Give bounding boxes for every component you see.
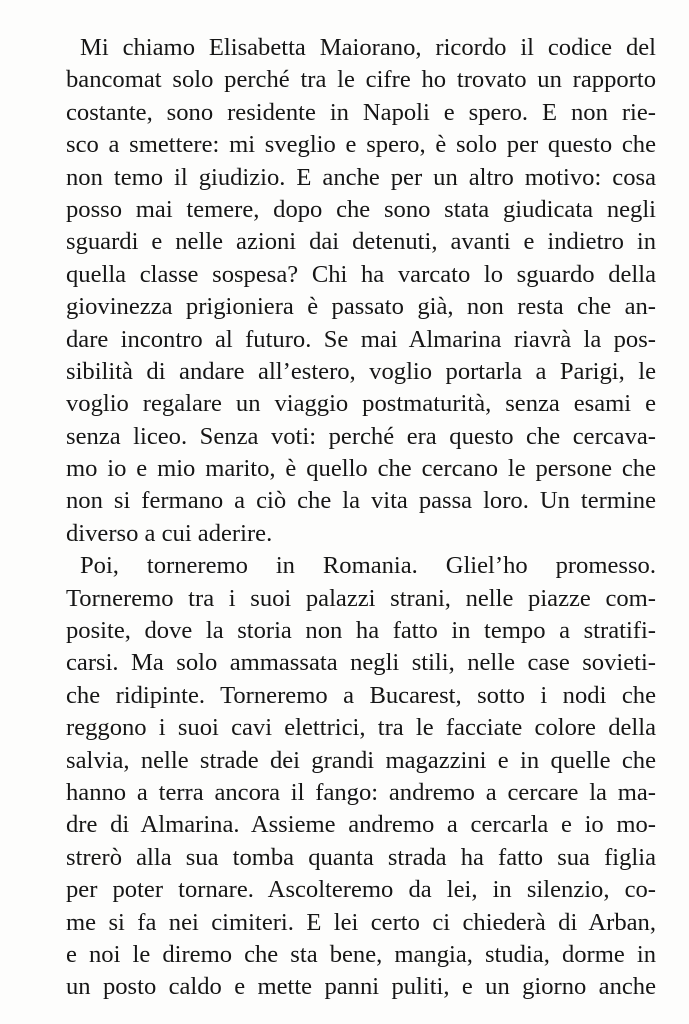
text-line: dre di Almarina. Assieme andremo a cercarla e io mo- — [66, 811, 656, 839]
text-line: reggono i suoi cavi elettrici, tra le facciate colore della — [66, 714, 656, 742]
text-line: hanno a terra ancora il fango: andremo a cercare la ma- — [66, 778, 656, 806]
text-line: diverso a cui aderire. — [66, 519, 273, 547]
text-line: salvia, nelle strade dei grandi magazzini e in quelle che — [66, 746, 656, 774]
text-line: me si fa nei cimiteri. E lei certo ci chiederà di Arban, — [66, 908, 656, 936]
paragraph-1 — [66, 32, 656, 550]
text-line: non temo il giudizio. E anche per un altro motivo: cosa — [66, 163, 656, 191]
text-line: quella classe sospesa? Chi ha varcato lo sguardo della — [66, 260, 656, 288]
text-line: giovinezza prigioniera è passato già, non resta che an- — [66, 293, 656, 321]
text-line: posso mai temere, dopo che sono stata giudicata negli — [66, 195, 656, 223]
text-line: voglio regalare un viaggio postmaturità, senza esami e — [66, 390, 656, 418]
text-line: bancomat solo perché tra le cifre ho trovato un rapporto — [66, 66, 656, 94]
text-line: strerò alla sua tomba quanta strada ha fatto sua figlia — [66, 843, 656, 871]
text-line: dare incontro al futuro. Se mai Almarina riavrà la pos- — [66, 325, 656, 353]
text-line: sco a smettere: mi sveglio e spero, è solo per questo che — [66, 131, 656, 159]
paragraph-2 — [66, 550, 656, 1003]
text-line: Mi chiamo Elisabetta Maiorano, ricordo il codice del — [80, 34, 656, 61]
text-line: posite, dove la storia non ha fatto in tempo a stratifi- — [66, 617, 656, 645]
text-line: mo io e mio marito, è quello che cercano le persone che — [66, 455, 656, 483]
text-line: sguardi e nelle azioni dai detenuti, avanti e indietro in — [66, 228, 656, 256]
text-line: e noi le diremo che sta bene, mangia, studia, dorme in — [66, 940, 656, 968]
text-line: non si fermano a ciò che la vita passa loro. Un termine — [66, 487, 656, 515]
text-line: costante, sono residente in Napoli e spero. E non rie- — [66, 98, 656, 126]
text-line: Poi, torneremo in Romania. Gliel’ho promesso. — [80, 552, 656, 580]
text-line: un posto caldo e mette panni puliti, e un giorno anche — [66, 973, 656, 1001]
body-text — [66, 32, 656, 1004]
text-line: sibilità di andare all’estero, voglio portarla a Parigi, le — [66, 357, 656, 385]
text-line: senza liceo. Senza voti: perché era questo che cercava- — [66, 422, 656, 450]
text-line: Torneremo tra i suoi palazzi strani, nelle piazze com- — [66, 584, 656, 612]
text-line: carsi. Ma solo ammassata negli stili, nelle case sovieti- — [66, 649, 656, 677]
text-line: per poter tornare. Ascolteremo da lei, in silenzio, co- — [66, 876, 656, 904]
text-line: che ridipinte. Torneremo a Bucarest, sotto i nodi che — [66, 681, 656, 709]
